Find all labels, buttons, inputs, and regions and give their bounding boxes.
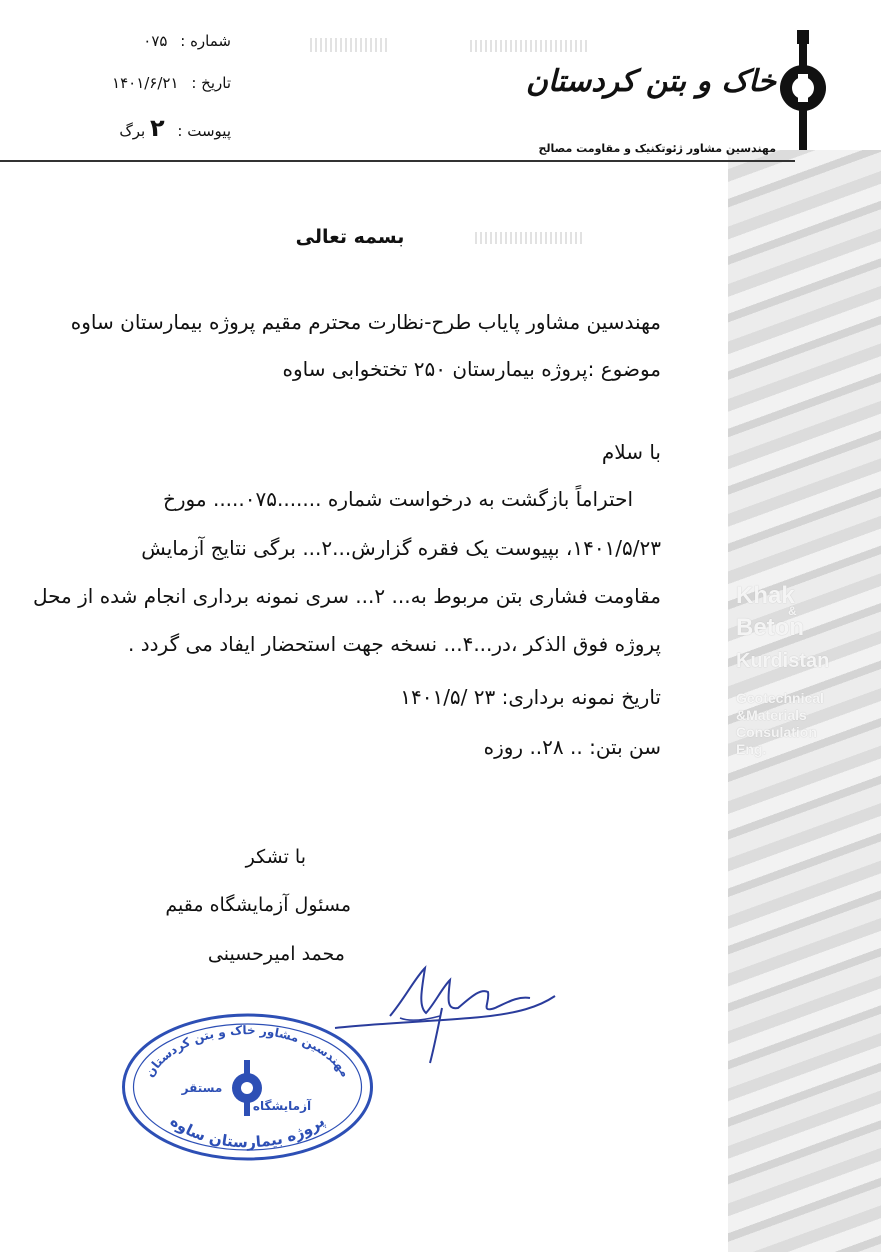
letter-number-label: شماره :: [180, 32, 231, 50]
official-stamp: [120, 1012, 375, 1162]
subject-line: موضوع :پروژه بیمارستان ۲۵۰ تختخوابی ساوه: [282, 357, 661, 381]
recipient-line: مهندسین مشاور پایاب طرح-نظارت محترم مقیم پروژه بیمارستان ساوه: [70, 310, 661, 334]
company-name: خاک و بتن کردستان: [525, 64, 776, 99]
company-logo: [525, 30, 828, 160]
stamp-bottom-text: پروژه بیمارستان ساوه: [166, 1111, 329, 1152]
strip-text-services: Geotechnical &Materials Consulation Eng.: [736, 690, 824, 757]
stamp-left-text: آزمایشگاه: [252, 1099, 312, 1113]
strip-text-kurdistan: Kurdistan: [736, 650, 830, 672]
closing-thanks: با تشکر: [245, 846, 306, 868]
header-divider: [0, 160, 795, 162]
greeting: با سلام: [601, 440, 661, 464]
strip-text-beton: Beton: [736, 614, 804, 641]
attachment-count: ۲: [149, 114, 165, 142]
signer-title: مسئول آزمایشگاه مقیم: [165, 894, 351, 916]
letter-date-label: تاریخ :: [191, 74, 231, 92]
paragraph-line-1: احتراماً بازگشت به درخواست شماره .......۰۷۵..... مورخ: [162, 487, 633, 511]
scan-artifact: [475, 232, 585, 244]
salutation: بسمه تعالی: [295, 226, 405, 248]
paragraph-line-4: پروژه فوق الذکر ،در...۴... نسخه جهت استحضار ایفاد می گردد .: [128, 632, 661, 656]
strip-text-khak: Khak: [736, 582, 795, 609]
strip-text-amp: &: [788, 604, 797, 618]
stamp-right-text: مستقر: [181, 1081, 223, 1095]
side-decor-strip: [728, 150, 881, 1252]
attachment-label: پیوست :: [177, 122, 231, 140]
letter-number: [143, 32, 231, 50]
letter-number-value: ۰۷۵: [143, 32, 168, 50]
company-tagline: مهندسین مشاور ژئوتکنیک و مقاومت مصالح: [538, 142, 776, 155]
signer-name: محمد امیرحسینی: [207, 943, 345, 965]
concrete-age: سن بتن: .. ۲۸.. روزه: [483, 735, 661, 759]
letter-date: [112, 74, 231, 92]
scan-artifact: [470, 40, 590, 52]
scan-artifact: [310, 38, 390, 52]
attachment-unit: برگ: [119, 122, 146, 140]
letter-date-value: ۱۴۰۱/۶/۲۱: [112, 74, 179, 92]
stamp-top-text: مهندسین مشاور خاک و بتن کردستان: [142, 1023, 353, 1080]
paragraph-line-2: ۱۴۰۱/۵/۲۳، بپیوست یک فقره گزارش...۲... برگی نتایج آزمایش: [141, 536, 661, 560]
paragraph-line-3: مقاومت فشاری بتن مربوط به... ۲... سری نمونه برداری انجام شده از محل: [33, 584, 661, 608]
sampling-date: تاریخ نمونه برداری: ۲۳ /۱۴۰۱/۵: [400, 685, 661, 709]
company-logo-icon: [779, 30, 827, 150]
letter-attachment: [119, 114, 231, 142]
